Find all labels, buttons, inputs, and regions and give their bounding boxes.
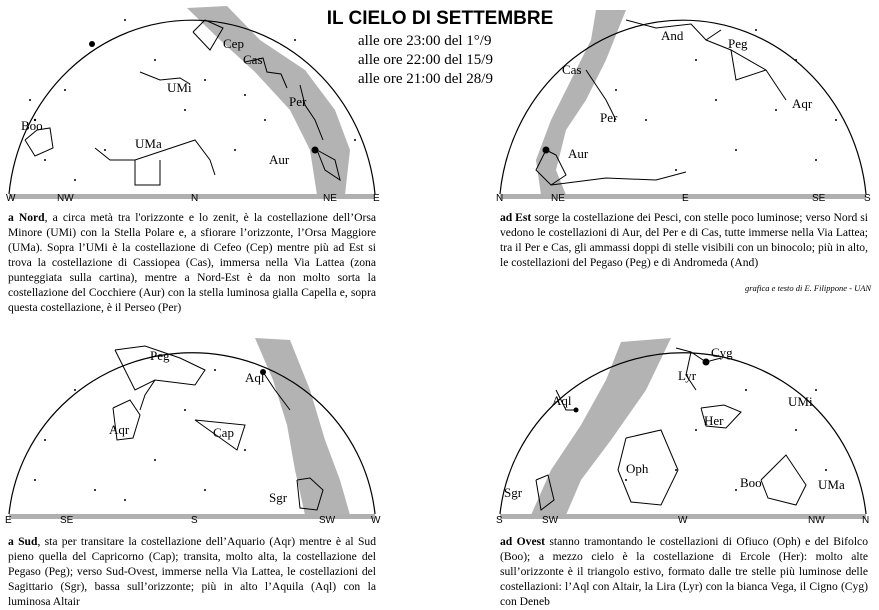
dir-sw: SW [319, 515, 336, 526]
dir-e: E [682, 193, 689, 204]
dir-sw: SW [542, 515, 559, 526]
label-uma: UMa [135, 136, 162, 151]
label-peg: Peg [728, 36, 748, 51]
dir-s: S [496, 515, 503, 526]
dir-w: W [6, 193, 16, 204]
description-est-lead: ad Est [500, 211, 532, 224]
description-nord-lead: a Nord [8, 211, 45, 224]
credit-note: grafica e testo di E. Filippone - UAN [745, 283, 872, 293]
description-est-body: sorge la costellazione dei Pesci, con stelle poco luminose; verso Nord si vedono le costellazioni di Aur, del Per e di Cas, tutte immerse nella Via Lattea; tra il Per e Cas, gli ammassi doppi di stelle visibili con un binocolo; più in alto, le costellazioni del Pegaso (Peg) e di Andromeda (And) [500, 211, 869, 269]
label-umi: UMi [788, 394, 813, 409]
dir-nw: NW [57, 193, 74, 204]
label-cyg: Cyg [711, 345, 733, 360]
label-lyr: Lyr [678, 368, 697, 383]
time-line-2: alle ore 22:00 del 15/9 [358, 52, 493, 68]
description-sud [8, 534, 376, 609]
sky-map-nord [5, 0, 380, 202]
dir-ne: NE [551, 193, 565, 204]
label-boo: Boo [740, 475, 762, 490]
description-sud-lead: a Sud [8, 535, 38, 548]
milky-way-band [255, 338, 350, 515]
label-sgr: Sgr [504, 485, 523, 500]
sky-map-ovest [496, 330, 871, 530]
label-cep: Cep [223, 36, 244, 51]
label-aql: Aql [245, 370, 265, 385]
label-sgr: Sgr [269, 490, 288, 505]
description-nord [8, 210, 376, 315]
dir-s: S [191, 515, 198, 526]
description-nord-body: , a circa metà tra l'orizzonte e lo zenit, è la costellazione dell’Orsa Minore (UMi) con la Stella Polare e, a sfiorare l’orizzonte, l’Orsa Maggiore (UMa). Sopra l’UMi è la costellazione di Cefeo (Cep) mentre più ad Est si trova la costellazione di Cassiopea (Cas), immersa nella Via Lattea (zona punteggiata sulla cartina), mentre a Nord-Est è da non molto sorta la costellazione del Cocchiere (Aur) con la stella luminosa gialla Capella e, sopra questa costellazione, è il Perseo (Per) [8, 211, 376, 314]
label-aur: Aur [568, 146, 589, 161]
dir-ne: NE [323, 193, 337, 204]
label-cas: Cas [562, 62, 582, 77]
description-ovest [500, 534, 868, 609]
label-umi: UMi [167, 80, 192, 95]
dir-w: W [371, 515, 381, 526]
label-cas: Cas [243, 52, 263, 67]
label-aqr: Aqr [109, 422, 130, 437]
description-sud-body: , sta per transitare la costellazione dell’Aquario (Aqr) mentre è al Sud pieno quella del Capricorno (Cap); transita, molto alta, la costellazione del Pegaso (Peg); verso Sud-Ovest, immerse nella Via Lattea, le costellazioni del Sagittario (Sgr), bassa sull’orizzonte; più in alto l’Aquila (Aql) con la luminosa Altair [8, 535, 376, 608]
sky-map-sud [5, 330, 380, 530]
time-line-3: alle ore 21:00 del 28/9 [358, 71, 493, 87]
label-her: Her [704, 413, 724, 428]
dir-n: N [496, 193, 504, 204]
label-and: And [661, 28, 684, 43]
milky-way-band [531, 338, 671, 515]
dir-se: SE [60, 515, 74, 526]
description-ovest-body: stanno tramontando le costellazioni di Ofiuco (Oph) e del Bifolco (Boo); a mezzo cielo è la costellazione di Ercole (Her): molto alte sull’orizzonte è il triangolo estivo, formato dalle tre stelle più luminose delle costellazioni: l’Aql con Altair, la Lira (Lyr) con la bianca Vega, il Cigno (Cyg) con Deneb [500, 535, 868, 608]
page-title: IL CIELO DI SETTEMBRE [326, 8, 554, 29]
sky-map-est [496, 0, 871, 202]
label-aur: Aur [269, 152, 290, 167]
label-oph: Oph [626, 461, 649, 476]
label-per: Per [600, 110, 618, 125]
label-per: Per [289, 94, 307, 109]
dir-w: W [678, 515, 688, 526]
label-boo: Boo [21, 118, 43, 133]
label-aql: Aql [552, 393, 572, 408]
dir-e: E [5, 515, 12, 526]
dir-nw: NW [808, 515, 825, 526]
label-cap: Cap [213, 425, 234, 440]
dir-s: S [864, 193, 871, 204]
label-peg: Peg [150, 348, 170, 363]
dir-n: N [191, 193, 199, 204]
milky-way-band [536, 10, 626, 195]
dir-n: N [862, 515, 870, 526]
label-aqr: Aqr [792, 96, 813, 111]
label-uma: UMa [818, 477, 845, 492]
dir-se: SE [812, 193, 826, 204]
dir-e: E [373, 193, 380, 204]
description-ovest-lead: ad Ovest [500, 535, 545, 548]
time-line-1: alle ore 23:00 del 1°/9 [358, 33, 492, 49]
description-est [500, 210, 868, 270]
